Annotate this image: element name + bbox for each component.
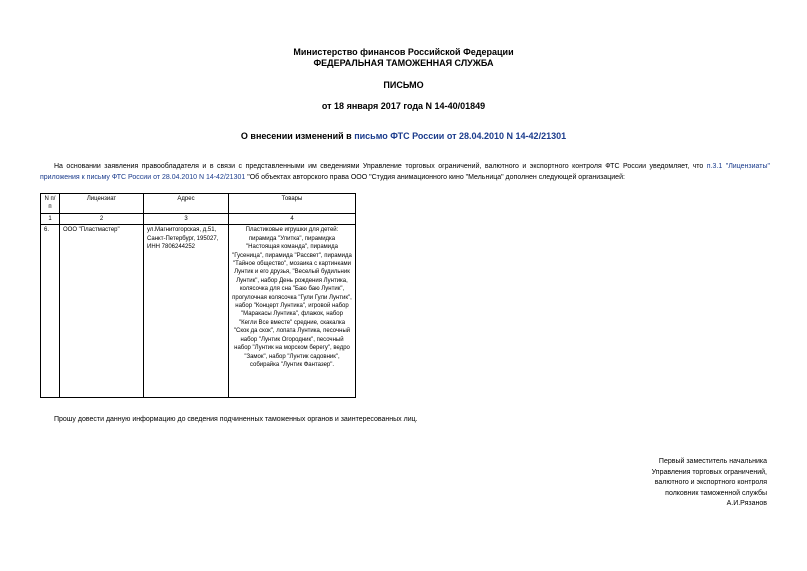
paragraph-intro-text1: На основании заявления правообладателя и в связи с представленными им сведениями Управление торговых ограничений, валютного и экспортного контроля ФТС России уведомляет, что (54, 163, 707, 170)
paragraph-intro (40, 162, 770, 183)
row-address: ул.Магнитогорская, д.51, Санкт-Петербург, 195027, ИНН 7806244252 (144, 225, 229, 398)
signature-block (652, 457, 767, 510)
header-address: Адрес (144, 194, 229, 214)
signature-line-4: полковник таможенной службы (665, 489, 767, 497)
ministry-title: Министерство финансов Российской Федерации (293, 47, 514, 57)
document-type: ПИСЬМО (383, 80, 424, 90)
service-title: ФЕДЕРАЛЬНАЯ ТАМОЖЕННАЯ СЛУЖБА (313, 58, 494, 68)
paragraph-request: Прошу довести данную информацию до сведения подчиненных таможенных органов и заинтересованных лиц. (54, 416, 418, 423)
col-number-4: 4 (229, 214, 356, 225)
licensee-table (40, 193, 356, 398)
signature-line-2: Управления торговых ограничений, (651, 468, 767, 476)
row-number: 6. (41, 225, 60, 398)
subject-prefix: О внесении изменений в (240, 131, 355, 141)
col-number-3: 3 (144, 214, 229, 225)
paragraph-intro-text2: "Об объектах авторского права ООО "Студия анимационного кино "Мельница" дополнен следующей организацией: (245, 173, 625, 181)
row-goods: Пластиковые игрушки для детей: пирамида "Улитка", пирамидка "Настоящая команда", пирамида "Гусеница", пирамида "Рассвет", пирамида "Тайное общество", мозаика с картинками Лунтик и его друзья, "Веселый будильник Лунтик", набор День рождения Лунтика, колясочка для сна "Баю баю Лунтик", прогулочная колясочка "Гули Гули Лунтик", набор "Концерт Лунтика", игровой набор "Маракасы Лунтика", флажок, набор "Кегли Все вместе" средние, скакалка "Скок да скок", лопата Лунтика, песочный набор "Лунтик Огородник", песочный набор "Лунтик на морском берегу", ведро "Замок", набор "Лунтик садовник", собирайка "Лунтик Фантазер". (229, 225, 356, 398)
row-licensee: ООО "Пластмастер" (60, 225, 144, 398)
header-licensee: Лицензиат (60, 194, 144, 214)
table-column-number-row (41, 214, 356, 225)
appendix-link[interactable]: п.3.1 "Лицензиаты" приложения к письму ФТС России от 28.04.2010 N 14-42/21301 (40, 163, 770, 181)
document-subject (0, 131, 807, 141)
header-number: N п/п (41, 194, 60, 214)
table-row (41, 225, 356, 398)
signature-line-1: Первый заместитель начальника (658, 458, 767, 465)
header-goods: Товары (229, 194, 356, 214)
col-number-1: 1 (41, 214, 60, 225)
subject-link[interactable]: письмо ФТС России от 28.04.2010 N 14-42/21301 (354, 131, 567, 141)
signature-line-3: валютного и экспортного контроля (654, 479, 767, 486)
document-date-number: от 18 января 2017 года N 14-40/01849 (321, 101, 486, 111)
col-number-2: 2 (60, 214, 144, 225)
signature-name: А.И.Рязанов (726, 500, 767, 507)
table-header-row (41, 194, 356, 214)
